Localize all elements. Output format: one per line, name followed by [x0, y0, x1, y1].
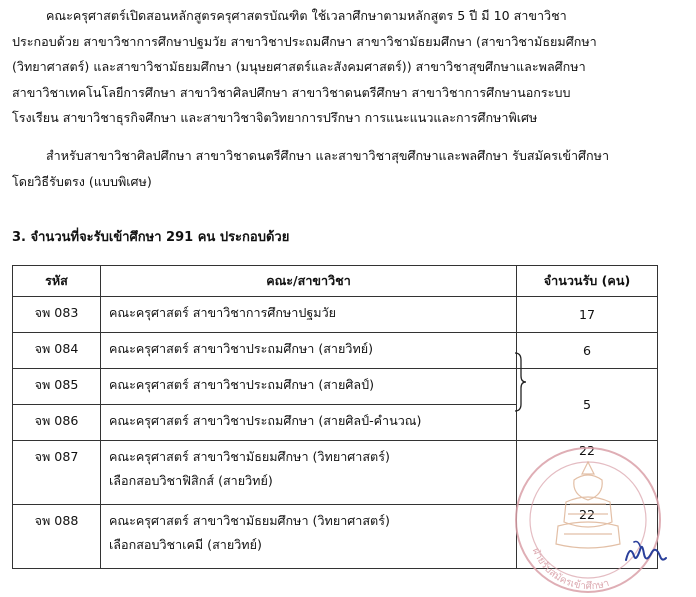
program-line: คณะครุศาสตร์ สาขาวิชาประถมศึกษา (สายศิลป์): [109, 377, 375, 392]
header-code: รหัส: [13, 266, 101, 297]
program-line: คณะครุศาสตร์ สาขาวิชาประถมศึกษา (สายวิทย์): [109, 341, 374, 356]
intro-paragraph: [12, 3, 687, 131]
row-count: 6: [517, 333, 658, 369]
note-paragraph: [12, 143, 687, 194]
header-program: คณะ/สาขาวิชา: [101, 266, 517, 297]
row-program: [101, 441, 517, 505]
row-code: จพ 086: [13, 405, 101, 441]
combined-count: 5: [517, 369, 658, 441]
program-subline: เลือกสอบวิชาฟิสิกส์ (สายวิทย์): [109, 473, 273, 488]
program-line: คณะครุศาสตร์ สาขาวิชามัธยมศึกษา (วิทยาศาสตร์): [109, 449, 390, 464]
seal-text: ฝ่ายรับสมัครเข้าศึกษา: [529, 546, 611, 593]
note-line: โดยวิธีรับตรง (แบบพิเศษ): [12, 173, 152, 189]
table-row: [13, 369, 658, 405]
row-program: [101, 297, 517, 333]
row-program: [101, 333, 517, 369]
row-program: [101, 505, 517, 569]
intro-line: โรงเรียน สาขาวิชาธุรกิจศึกษา และสาขาวิชาจิตวิทยาการปรึกษา การแนะแนวและการศึกษาพิเศษ: [12, 110, 538, 125]
intro-line: คณะครุศาสตร์เปิดสอนหลักสูตรครุศาสตรบัณฑิต ใช้เวลาศึกษาตามหลักสูตร 5 ปี มี 10 สาขาวิชา: [46, 8, 567, 23]
table-row: [13, 333, 658, 369]
group-brace-icon: [513, 352, 527, 412]
row-code: จพ 084: [13, 333, 101, 369]
row-code: จพ 085: [13, 369, 101, 405]
table-header-row: [13, 266, 658, 297]
row-count: 22: [517, 441, 658, 505]
table-row: [13, 297, 658, 333]
row-count: 17: [517, 297, 658, 333]
program-line: คณะครุศาสตร์ สาขาวิชาการศึกษาปฐมวัย: [109, 305, 337, 320]
row-program: [101, 369, 517, 405]
program-line: คณะครุศาสตร์ สาขาวิชามัธยมศึกษา (วิทยาศาสตร์): [109, 513, 390, 528]
row-program: [101, 405, 517, 441]
header-count: จำนวนรับ (คน): [517, 266, 658, 297]
svg-text:ฝ่ายรับสมัครเข้าศึกษา: [530, 547, 611, 593]
row-code: จพ 088: [13, 505, 101, 569]
row-code: จพ 087: [13, 441, 101, 505]
row-code: จพ 083: [13, 297, 101, 333]
program-line: คณะครุศาสตร์ สาขาวิชาประถมศึกษา (สายศิลป์-คำนวณ): [109, 413, 422, 428]
row-count: 22: [517, 505, 658, 569]
signature-icon: [620, 538, 668, 568]
intro-line: สาขาวิชาเทคโนโลยีการศึกษา สาขาวิชาศิลปศึกษา สาขาวิชาดนตรีศึกษา สาขาวิชาการศึกษานอกระบบ: [12, 84, 571, 100]
intro-line: (วิทยาศาสตร์) และสาขาวิชามัธยมศึกษา (มนุษยศาสตร์และสังคมศาสตร์)) สาขาวิชาสุขศึกษาและพลศึกษา: [12, 59, 586, 74]
section-heading: 3. จำนวนที่จะรับเข้าศึกษา 291 คน ประกอบด้วย: [12, 230, 290, 245]
program-subline: เลือกสอบวิชาเคมี (สายวิทย์): [109, 537, 262, 552]
official-seal-icon: [508, 440, 668, 597]
intro-line: ประกอบด้วย สาขาวิชาการศึกษาปฐมวัย สาขาวิชาประถมศึกษา สาขาวิชามัธยมศึกษา (สาขาวิชามัธยมศึกษา: [12, 33, 597, 49]
note-line: สำหรับสาขาวิชาศิลปศึกษา สาขาวิชาดนตรีศึกษา และสาขาวิชาสุขศึกษาและพลศึกษา รับสมัครเข้าศึกษา: [46, 148, 610, 163]
